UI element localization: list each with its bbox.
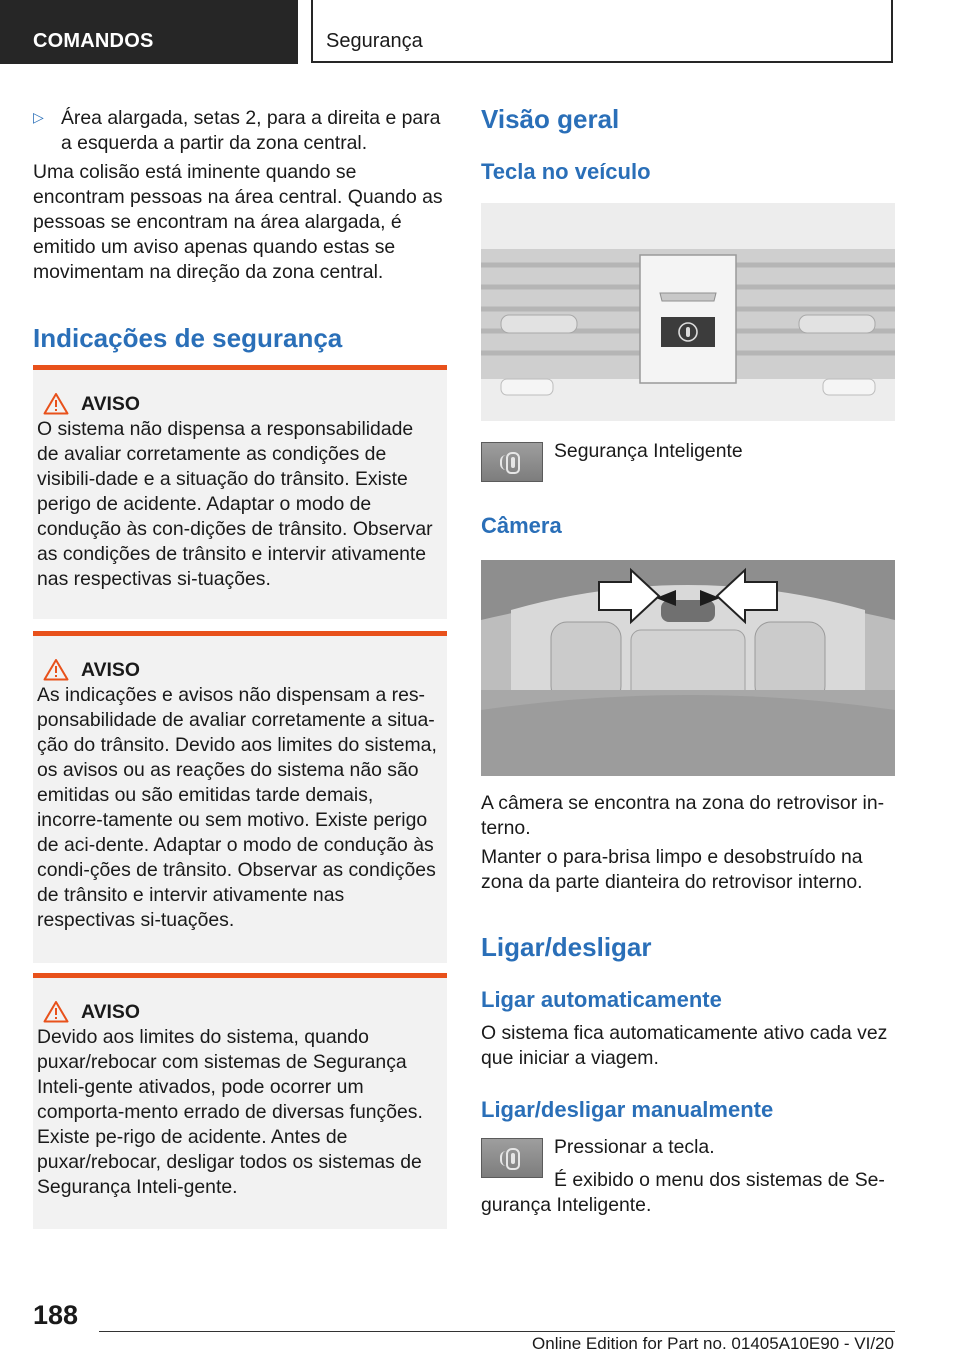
overview-heading: Visão geral — [481, 104, 620, 134]
manual-heading: Ligar/desligar manualmente — [481, 1097, 774, 1122]
camera-text-2: Manter o para-brisa limpo e desobstruído na zona da parte dianteira do retrovisor interno. — [481, 846, 863, 893]
car-interior-illustration — [481, 560, 895, 776]
auto-text: O sistema fica automaticamente ativo cada vez que iniciar a viagem. — [481, 1022, 888, 1069]
topic-tab — [311, 0, 893, 63]
topic-title: Segurança — [326, 30, 423, 52]
footer-divider — [99, 1331, 895, 1332]
key-label: Segurança Inteligente — [554, 440, 743, 462]
warning-text: As indicações e avisos não dispensam a res-ponsabilidade de avaliar corretamente a situa-ção do trânsito. Devido aos limites do sistema, os avisos ou as reações do sistema não são emitidas ou são emitidas tarde demais, incorre-tamente ou sem motivo. Existe perigo de aci-dente. Adaptar o modo de condução às condi-ções de trânsito. Observar as condições de trânsito e intervir ativamente nas respectivas si-tuações. — [37, 684, 437, 931]
manual-text-2-wrap — [481, 1168, 895, 1218]
onoff-heading: Ligar/desligar — [481, 932, 652, 962]
warning-triangle-icon — [43, 658, 69, 681]
manual-text-1: Pressionar a tecla. — [554, 1136, 715, 1158]
bullet-item — [33, 106, 447, 156]
section-tab — [0, 0, 298, 64]
warning-box-3 — [33, 973, 447, 1229]
warning-triangle-icon — [43, 1000, 69, 1023]
warning-box-2 — [33, 631, 447, 963]
warning-box-1 — [33, 365, 447, 619]
warning-text: Devido aos limites do sistema, quando puxar/rebocar com sistemas de Segurança Inteli-gente ativados, pode ocorrer um comporta-mento errado de diversas funções. Existe pe-rigo de acidente. Antes de puxar/rebocar, desligar todos os sistemas de Segurança Inteli-gente. — [37, 1026, 423, 1198]
camera-text-1: A câmera se encontra na zona do retrovisor in-terno. — [481, 792, 885, 839]
triangle-bullet-icon: ▷ — [33, 109, 44, 125]
section-title: COMANDOS — [33, 30, 154, 52]
footer-edition: Online Edition for Part no. 01405A10E90 - VI/20 — [532, 1334, 894, 1353]
warning-triangle-icon — [43, 392, 69, 415]
vehicle-key-illustration — [481, 203, 895, 421]
warning-text: O sistema não dispensa a responsabilidade de avaliar corretamente as condições de visibili-dade e a situação do trânsito. Existe perigo de acidente. Adaptar o modo de condução às con-dições de trânsito. Observar as condições de trânsito e intervir ativamente nas respectivas si-tuações. — [37, 418, 433, 590]
page-number: 188 — [33, 1300, 79, 1330]
manual-text-2: É exibido o menu dos sistemas de Se-gurança Inteligente. — [481, 1169, 885, 1216]
safety-heading: Indicações de segurança — [33, 323, 343, 353]
intro-paragraph: Uma colisão está iminente quando se encontram pessoas na área central. Quando as pessoas se encontram na área alargada, é emitido um aviso apenas quando estas se movimentam na direção da zona central. — [33, 161, 443, 283]
vent-illustration — [481, 203, 895, 421]
camera-heading: Câmera — [481, 513, 562, 538]
camera-illustration — [481, 560, 895, 776]
warning-title: AVISO — [81, 1001, 140, 1023]
key-heading: Tecla no veículo — [481, 159, 651, 184]
auto-heading: Ligar automaticamente — [481, 987, 722, 1012]
warning-title: AVISO — [81, 393, 140, 415]
bullet-text: Área alargada, setas 2, para a direita e para a esquerda a partir da zona central. — [61, 107, 441, 154]
warning-title: AVISO — [81, 659, 140, 681]
intelligent-safety-button-icon — [481, 442, 543, 482]
